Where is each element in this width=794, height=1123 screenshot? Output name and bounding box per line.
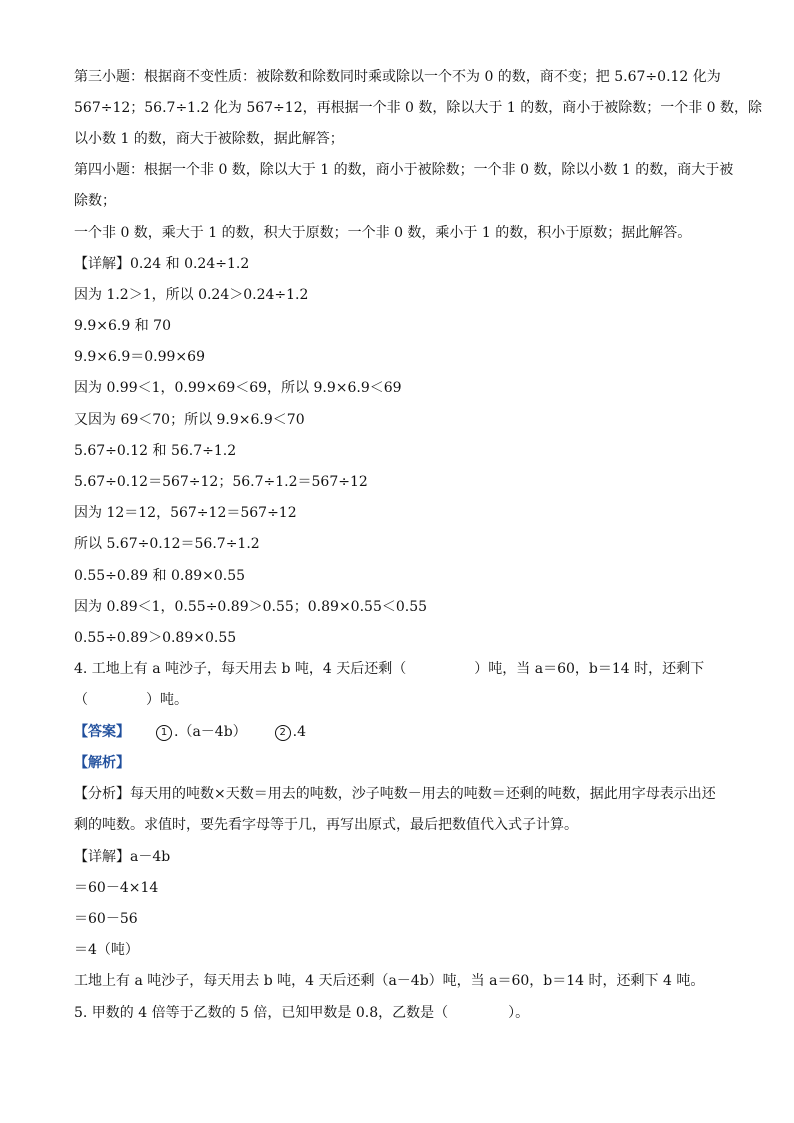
- detail-tag: 【详解】: [74, 849, 130, 865]
- explain-tag: 【解析】: [74, 755, 130, 771]
- detail3-line: 因为 12＝12，567÷12＝567÷12: [74, 505, 297, 521]
- detail3-line: 0.55÷0.89＞0.89×0.55: [74, 630, 237, 646]
- explain-line: [74, 754, 130, 772]
- detail3-line: 5.67÷0.12 和 56.7÷1.2: [74, 443, 237, 459]
- analysis-line1: [74, 785, 716, 803]
- question-4-line1: [74, 660, 704, 678]
- detail3-line: 又因为 69＜70；所以 9.9×6.9＜70: [74, 412, 305, 428]
- detail3-line: 9.9×6.9 和 70: [74, 318, 171, 334]
- answer-2: .4: [292, 724, 307, 740]
- answer-1: .（a－4b）: [174, 724, 247, 740]
- circled-number-icon: 1: [156, 725, 172, 741]
- analysis-line2: 剩的吨数。求值时，要先看字母等于几，再写出原式，最后把数值代入式子计算。: [74, 817, 578, 833]
- detail4-text: a－4b: [130, 849, 171, 865]
- detail3-line: 0.24 和 0.24÷1.2: [130, 256, 250, 272]
- detail3-line: 0.55÷0.89 和 0.89×0.55: [74, 568, 246, 584]
- question-5-text-b: ）。: [508, 1005, 530, 1021]
- analysis-part4-line2: 除数；: [74, 193, 116, 209]
- detail3-line: 5.67÷0.12＝567÷12；56.7÷1.2＝567÷12: [74, 474, 368, 490]
- answer-tag: 【答案】: [74, 724, 130, 740]
- conclusion-line: 工地上有 a 吨沙子，每天用去 b 吨，4 天后还剩（a－4b）吨，当 a＝60，b＝14 时，还剩下 4 吨。: [74, 973, 705, 989]
- question-4-line2: [74, 691, 188, 709]
- detail3-line: 因为 1.2＞1，所以 0.24＞0.24÷1.2: [74, 287, 309, 303]
- detail3-line: 因为 0.99＜1，0.99×69＜69，所以 9.9×6.9＜69: [74, 380, 402, 396]
- analysis-part3-line2: 567÷12；56.7÷1.2 化为 567÷12，再根据一个非 0 数，除以大于 1 的数，商小于被除数；一个非 0 数，除: [74, 100, 763, 116]
- question-4-text-d: ）吨。: [146, 692, 188, 708]
- calc-step: ＝4（吨）: [74, 942, 139, 958]
- analysis-tag: 【分析】: [74, 786, 130, 802]
- question-5-text-a: 5. 甲数的 4 倍等于乙数的 5 倍，已知甲数是 0.8，乙数是（: [74, 1005, 449, 1021]
- detail3-line: 因为 0.89＜1，0.55÷0.89＞0.55；0.89×0.55＜0.55: [74, 599, 428, 615]
- analysis-part4-line1: 第四小题：根据一个非 0 数，除以大于 1 的数，商小于被除数；一个非 0 数，除以小数 1 的数，商大于被: [74, 162, 734, 178]
- analysis-text: 每天用的吨数×天数＝用去的吨数，沙子吨数－用去的吨数＝还剩的吨数，据此用字母表示出还: [130, 786, 716, 802]
- answer-line: [74, 723, 306, 741]
- question-4-text-c: （: [74, 692, 88, 708]
- detail3-first-line: [74, 255, 249, 273]
- analysis-part3-line3: 以小数 1 的数，商大于被除数，据此解答；: [74, 131, 344, 147]
- detail3-line: 所以 5.67÷0.12＝56.7÷1.2: [74, 536, 260, 552]
- question-4-text-a: 4. 工地上有 a 吨沙子，每天用去 b 吨，4 天后还剩（: [74, 661, 407, 677]
- calc-step: ＝60－56: [74, 911, 138, 927]
- detail4-line1: [74, 848, 170, 866]
- analysis-part4-line3: 一个非 0 数，乘大于 1 的数，积大于原数；一个非 0 数，乘小于 1 的数，积小于原数；据此解答。: [74, 225, 692, 241]
- detail3-line: 9.9×6.9＝0.99×69: [74, 349, 205, 365]
- calc-step: ＝60－4×14: [74, 880, 159, 896]
- detail-tag: 【详解】: [74, 256, 130, 272]
- question-5-line: [74, 1004, 529, 1022]
- analysis-part3-line1: 第三小题：根据商不变性质：被除数和除数同时乘或除以一个不为 0 的数，商不变；把 5.67÷0.12 化为: [74, 69, 721, 85]
- question-4-text-b: ）吨，当 a＝60，b＝14 时，还剩下: [474, 661, 705, 677]
- circled-number-icon: 2: [275, 725, 291, 741]
